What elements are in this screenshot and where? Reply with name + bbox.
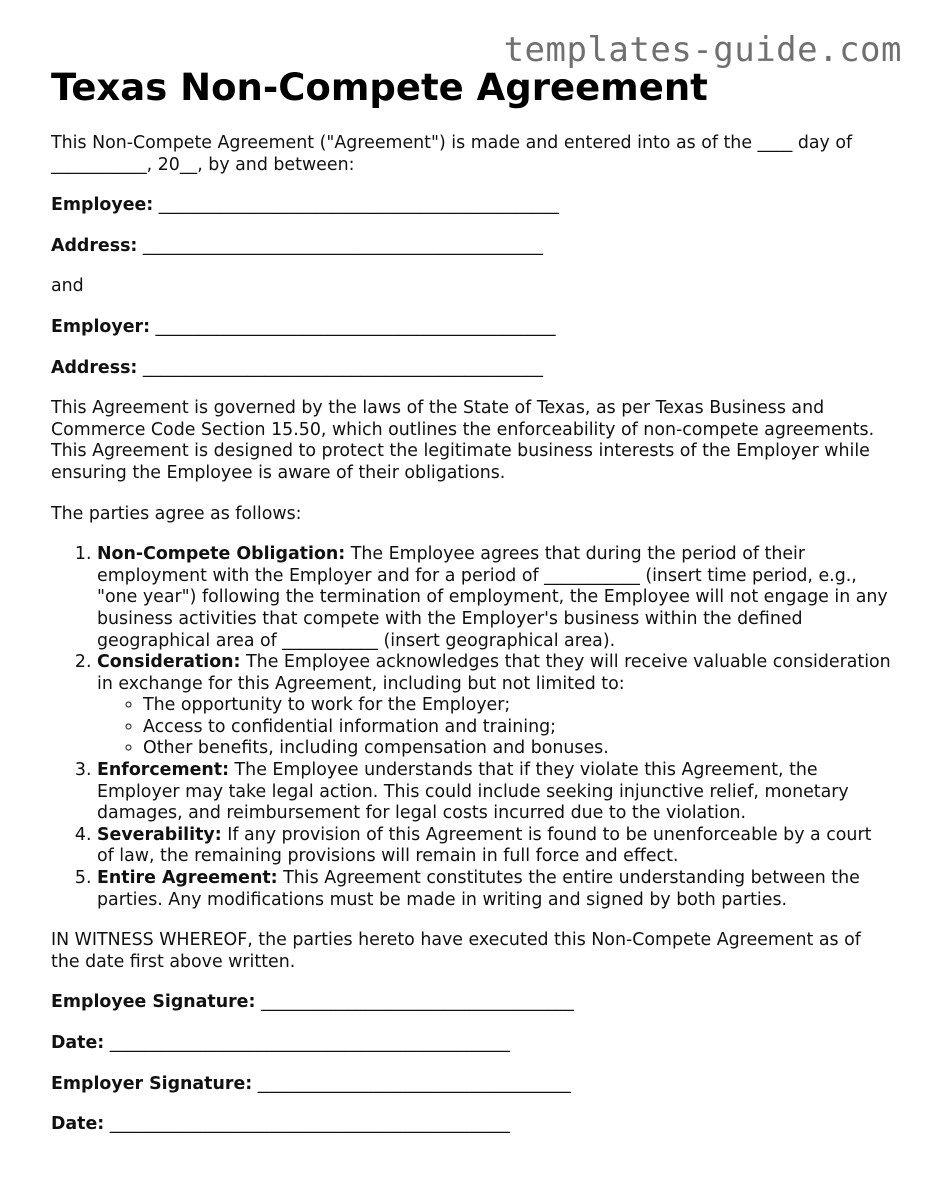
employee-date-label: Date: [51, 1033, 105, 1053]
employer-address-label: Address: [51, 357, 138, 378]
and-text: and [51, 276, 84, 297]
agree-intro: The parties agree as follows: [51, 503, 302, 524]
consideration-sublist [97, 695, 891, 760]
employer-date-blank: ______________________________________________ [104, 1114, 510, 1135]
employer-blank: ______________________________________________ [150, 316, 556, 337]
employee-label: Employee: [51, 195, 154, 216]
employee-field [51, 195, 891, 217]
clause-text: If any provision of this Agreement is found to be unenforceable by a court of law, the remaining provisions will remain in full force and effect. [97, 824, 872, 867]
clause-item [97, 760, 891, 825]
employer-address-blank: ______________________________________________ [137, 357, 543, 378]
employee-address-field [51, 236, 891, 258]
employer-field [51, 317, 891, 339]
clause-heading: Entire Agreement: [97, 868, 278, 889]
clause-heading: Enforcement: [97, 760, 230, 781]
employer-signature-field [51, 1074, 891, 1096]
employee-address-blank: ______________________________________________ [137, 235, 543, 256]
employee-signature-blank: ____________________________________ [255, 992, 574, 1013]
document-page [51, 64, 891, 1136]
clause-text: The Employee understands that if they violate this Agreement, the Employer may take legal action. This could include seeking injunctive relief, monetary damages, and reimbursement for legal costs incurred due to the violation. [97, 760, 849, 824]
employer-signature-label: Employer Signature: [51, 1073, 253, 1094]
clause-heading: Non-Compete Obligation: [97, 544, 346, 565]
clause-heading: Severability: [97, 824, 222, 845]
employee-address-label: Address: [51, 235, 138, 256]
clause-text: The Employee acknowledges that they will receive valuable consideration in exchange for this Agreement, including but not limited to: [97, 652, 891, 694]
clauses-list [51, 544, 891, 911]
employer-signature-blank: ____________________________________ [252, 1073, 571, 1094]
witness-paragraph: IN WITNESS WHEREOF, the parties hereto have executed this Non-Compete Agreement as of the date first above written. [51, 930, 861, 972]
clause-item [97, 868, 891, 911]
sublist-item: ◦ Other benefits, including compensation and bonuses. [143, 738, 891, 760]
employer-address-field [51, 358, 891, 380]
employee-blank: ______________________________________________ [153, 195, 559, 216]
employee-signature-field [51, 992, 891, 1014]
watermark: templates-guide.com [503, 30, 902, 70]
clause-item [97, 544, 891, 652]
clause-item [97, 825, 891, 868]
intro-paragraph: This Non-Compete Agreement ("Agreement") is made and entered into as of the ____ day of ___________, 20__, by and between: [51, 133, 853, 175]
clause-text: The Employee agrees that during the period of their employment with the Employer and for a period of ___________ (insert time period, e.g., "one year") following the termination of employment, the Employee will not engage in any business activities that compete with the Employer's business within the defined geographical area of ___________ (insert geographical area). [97, 544, 888, 651]
sublist-item: ◦ The opportunity to work for the Employer; [143, 695, 891, 717]
employer-label: Employer: [51, 316, 151, 337]
employer-date-label: Date: [51, 1114, 105, 1135]
employee-date-field [51, 1033, 891, 1055]
clause-item [97, 652, 891, 760]
document-title: Texas Non-Compete Agreement [51, 66, 708, 109]
employee-signature-label: Employee Signature: [51, 992, 256, 1013]
clause-heading: Consideration: [97, 652, 241, 673]
employee-date-blank: ______________________________________________ [104, 1033, 510, 1053]
governing-law-paragraph: This Agreement is governed by the laws of the State of Texas, as per Texas Business and Commerce Code Section 15.50, which outlines the enforceability of non-compete agreements. This Agreement is designed to protect the legitimate business interests of the Employer while ensuring the Employee is aware of their obligations. [51, 398, 875, 483]
employer-date-field [51, 1114, 891, 1136]
sublist-item: ◦ Access to confidential information and training; [143, 717, 891, 739]
clause-text: This Agreement constitutes the entire understanding between the parties. Any modifications must be made in writing and signed by both parties. [97, 868, 860, 910]
